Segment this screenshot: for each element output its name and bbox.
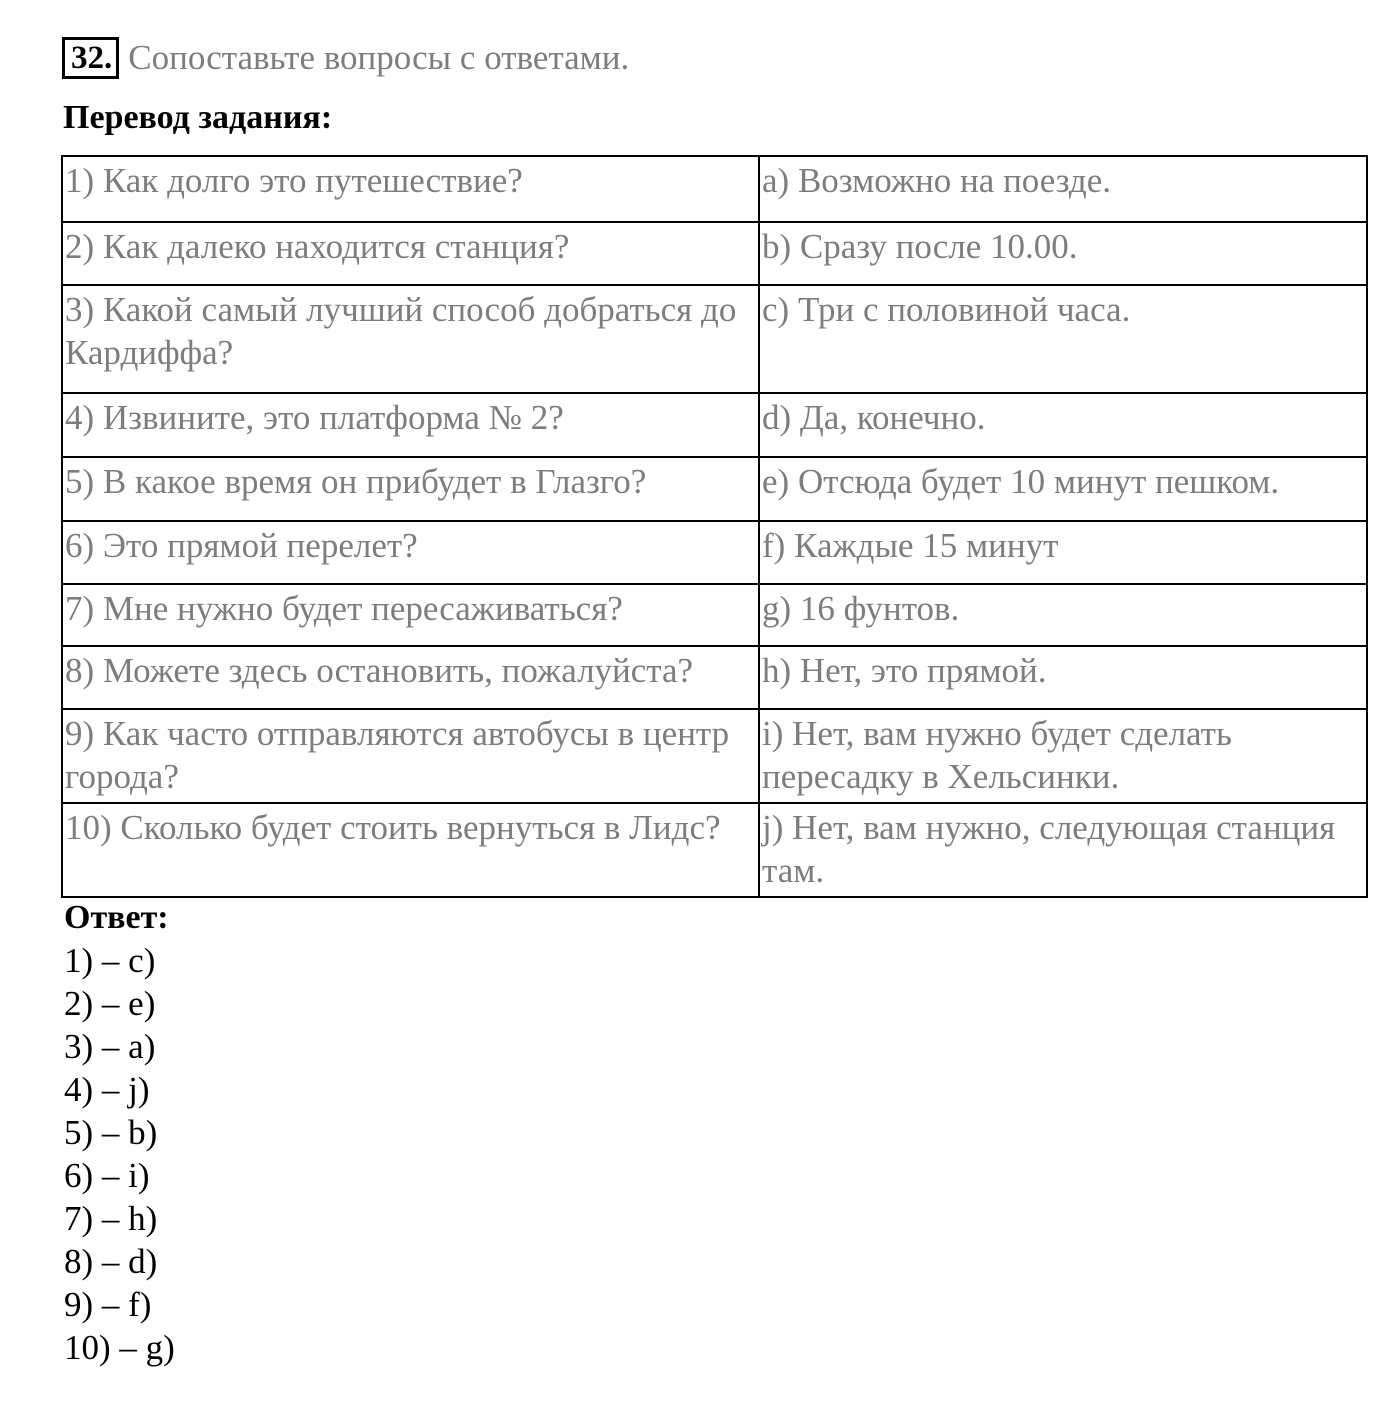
answer-heading: Ответ: [64, 899, 169, 936]
answer-option-cell: a) Возможно на поезде. [759, 156, 1367, 222]
table-row [62, 222, 1367, 285]
answer-option-cell: h) Нет, это прямой. [759, 646, 1367, 709]
task-instruction: Сопоставьте вопросы с ответами. [128, 38, 630, 77]
answer-item: 8) – d) [64, 1242, 158, 1281]
question-cell: 10) Сколько будет стоить вернуться в Лидс? [62, 803, 759, 897]
answer-item: 9) – f) [64, 1285, 152, 1324]
question-cell: 9) Как часто отправляются автобусы в центр города? [62, 709, 759, 803]
question-cell: 6) Это прямой перелет? [62, 521, 759, 584]
question-cell: 2) Как далеко находится станция? [62, 222, 759, 285]
table-row [62, 393, 1367, 457]
question-cell: 1) Как долго это путешествие? [62, 156, 759, 222]
matching-table [61, 155, 1368, 898]
answer-option-cell: c) Три с половиной часа. [759, 285, 1367, 393]
answer-item: 4) – j) [64, 1070, 150, 1109]
question-cell: 8) Можете здесь остановить, пожалуйста? [62, 646, 759, 709]
question-cell: 3) Какой самый лучший способ добраться до Кардиффа? [62, 285, 759, 393]
answer-item: 10) – g) [64, 1328, 175, 1367]
table-row [62, 584, 1367, 646]
question-cell: 7) Мне нужно будет пересаживаться? [62, 584, 759, 646]
table-row [62, 457, 1367, 521]
question-cell: 5) В какое время он прибудет в Глазго? [62, 457, 759, 521]
task-header [62, 36, 629, 80]
table-row [62, 156, 1367, 222]
answer-item: 5) – b) [64, 1113, 158, 1152]
table-row [62, 646, 1367, 709]
answer-option-cell: f) Каждые 15 минут [759, 521, 1367, 584]
table-row [62, 709, 1367, 803]
answer-item: 1) – c) [64, 941, 156, 980]
answer-item: 7) – h) [64, 1199, 158, 1238]
answer-block [64, 896, 175, 1369]
translation-heading: Перевод задания: [63, 99, 333, 136]
table-row [62, 803, 1367, 897]
table-row [62, 285, 1367, 393]
answer-item: 6) – i) [64, 1156, 150, 1195]
answer-item: 2) – e) [64, 984, 156, 1023]
answer-option-cell: e) Отсюда будет 10 минут пешком. [759, 457, 1367, 521]
answer-option-cell: d) Да, конечно. [759, 393, 1367, 457]
task-number: 32. [62, 37, 119, 79]
answer-option-cell: b) Сразу после 10.00. [759, 222, 1367, 285]
answer-option-cell: i) Нет, вам нужно будет сделать пересадку в Хельсинки. [759, 709, 1367, 803]
answer-option-cell: g) 16 фунтов. [759, 584, 1367, 646]
question-cell: 4) Извините, это платформа № 2? [62, 393, 759, 457]
answer-item: 3) – a) [64, 1027, 156, 1066]
table-row [62, 521, 1367, 584]
answer-option-cell: j) Нет, вам нужно, следующая станция там. [759, 803, 1367, 897]
